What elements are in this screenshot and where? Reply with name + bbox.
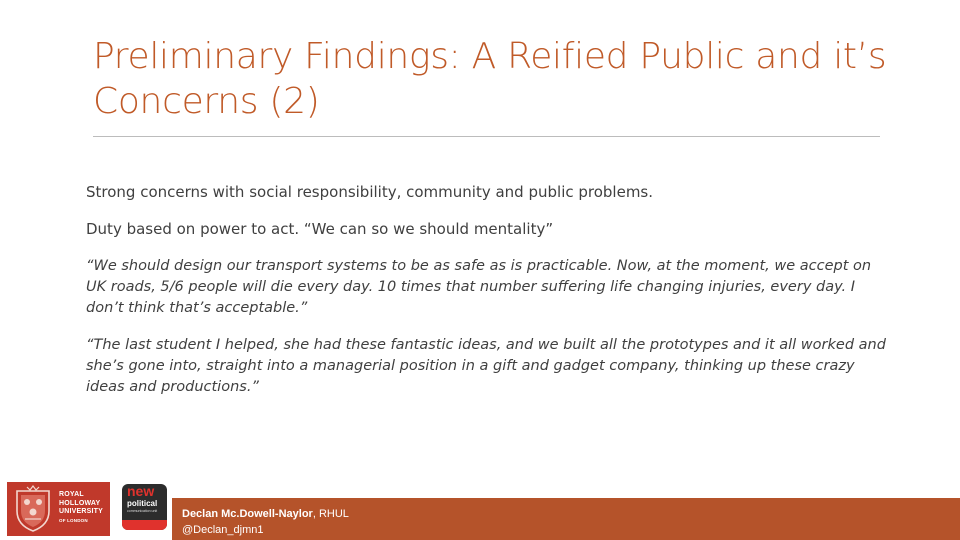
rhul-line-2: HOLLOWAY	[59, 499, 101, 507]
slide-body	[86, 182, 886, 414]
author-name: Declan Mc.Dowell-Naylor	[182, 508, 313, 520]
paragraph-duty-power: Duty based on power to act. “We can so we should mentality”	[86, 220, 554, 238]
quote-student-prototypes: “The last student I helped, she had these fantastic ideas, and we built all the prototypes and it all worked and she’s gone into, straight into a managerial position in a gift and gadget company, thinking up these crazy ideas and productions.”	[86, 337, 886, 395]
author-handle: @Declan_djmn1	[182, 524, 264, 536]
crest-icon	[13, 485, 53, 533]
npc-logo-new: new	[127, 484, 155, 499]
title-divider	[93, 136, 880, 137]
npc-logo-political: political	[127, 499, 158, 508]
quote-transport-safety: “We should design our transport systems to be as safe as is practicable. Now, at the moment, we accept on UK roads, 5/6 people will die every day. 10 times that number suffering life changing injuries, every day. I don’t think that’s acceptable.”	[86, 258, 872, 316]
npc-logo-subtitle: communication unit	[127, 509, 158, 513]
rhul-line-4: OF LONDON	[59, 517, 88, 523]
rhul-logo	[7, 482, 110, 536]
npc-logo-stripe	[122, 520, 167, 530]
rhul-line-3: UNIVERSITY	[59, 508, 104, 515]
rhul-line-1: ROYAL	[59, 491, 84, 498]
author-credit	[182, 506, 349, 538]
slide-title: Preliminary Findings: A Reified Public and it’s Concerns (2)	[93, 36, 887, 122]
rhul-wordmark	[59, 491, 103, 525]
paragraph-social-responsibility: Strong concerns with social responsibility, community and public problems.	[86, 183, 654, 201]
author-affiliation: , RHUL	[312, 508, 349, 520]
npc-logo	[122, 484, 167, 530]
